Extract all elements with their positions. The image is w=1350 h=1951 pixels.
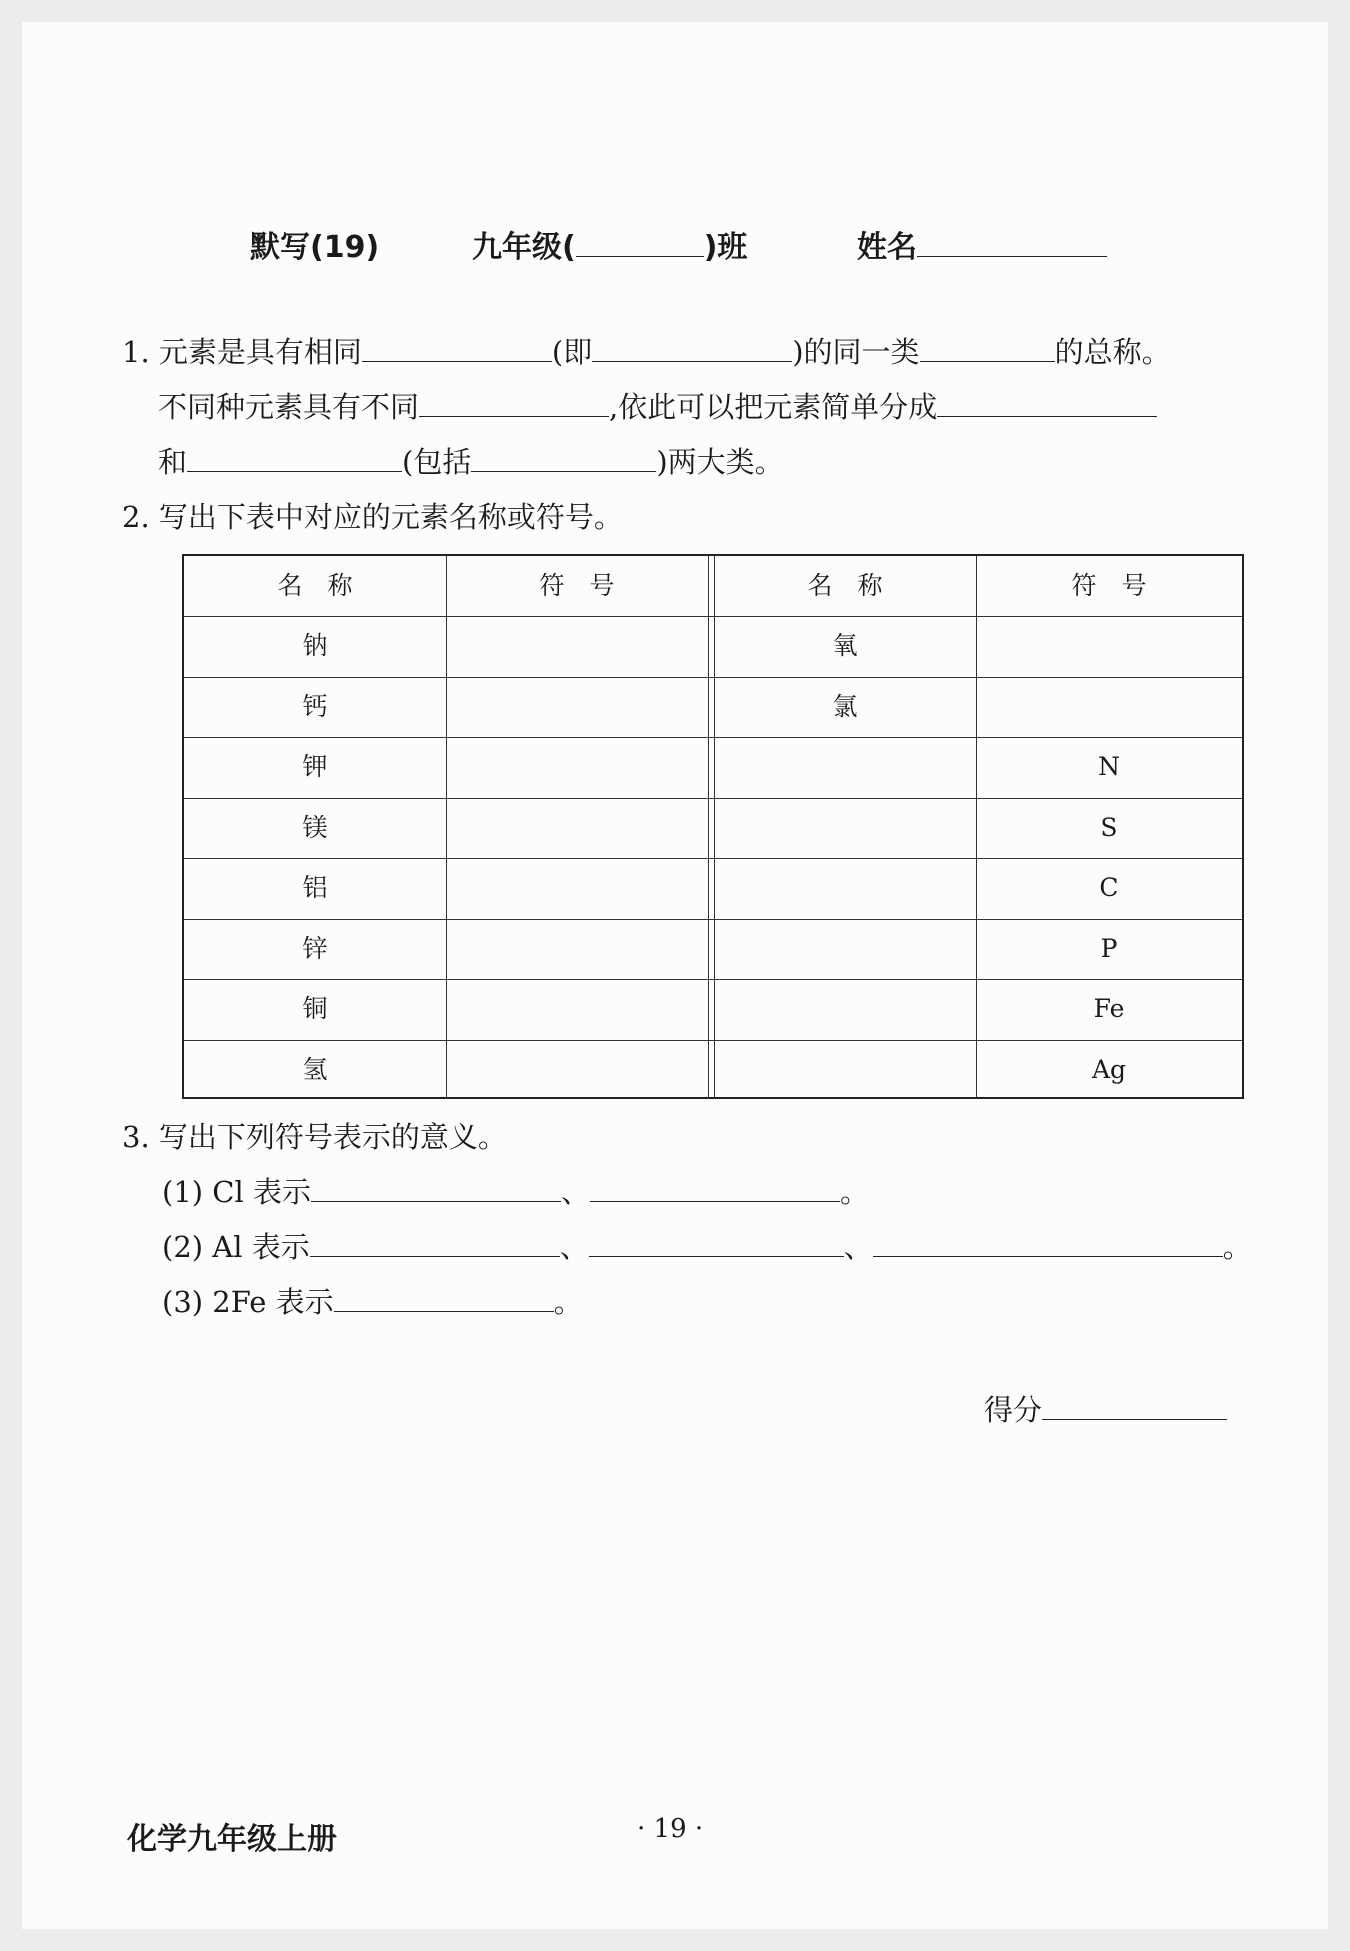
element-symbol-cell: P <box>1100 933 1118 963</box>
q3-part1-blank-2[interactable] <box>590 1172 840 1202</box>
element-name-cell[interactable] <box>714 919 976 979</box>
table-column-divider <box>708 556 709 1097</box>
element-symbol-cell[interactable] <box>446 677 708 737</box>
table-header-cell: 符 号 <box>1071 571 1147 600</box>
name-blank[interactable] <box>917 226 1107 257</box>
element-name-cell: 钙 <box>302 691 328 721</box>
element-name-cell[interactable] <box>714 858 976 918</box>
element-symbol-cell[interactable] <box>446 798 708 858</box>
q1-line2 <box>158 387 1157 427</box>
element-name-cell[interactable] <box>714 737 976 797</box>
element-name-cell: 铝 <box>302 873 328 902</box>
q1-text-g: 和 <box>158 445 188 479</box>
class-blank[interactable] <box>576 226 704 257</box>
element-name-cell: 铜 <box>302 994 328 1023</box>
element-name-cell: 锌 <box>302 933 328 963</box>
q2-number: 2. <box>122 500 150 534</box>
q1-blank-7[interactable] <box>471 442 656 472</box>
q1-text-h: (包括 <box>402 445 472 479</box>
q3-part2-blank-1[interactable] <box>310 1227 560 1257</box>
name-label: 姓名 <box>857 230 917 265</box>
name-field <box>857 222 1107 266</box>
q3-part3 <box>162 1282 583 1322</box>
element-symbol-cell: Ag <box>1091 1054 1127 1084</box>
q3-part2-blank-2[interactable] <box>589 1227 844 1257</box>
q1-text-a: 元素是具有相同 <box>158 335 362 369</box>
book-title: 化学九年级上册 <box>127 1822 337 1857</box>
period: 。 <box>1222 1230 1252 1264</box>
q1-blank-5[interactable] <box>937 387 1157 417</box>
element-symbol-cell[interactable] <box>446 737 708 797</box>
q3-part1-blank-1[interactable] <box>311 1172 561 1202</box>
score-label: 得分 <box>984 1393 1043 1427</box>
element-symbol-cell[interactable] <box>976 616 1242 676</box>
q2-prompt <box>122 497 623 537</box>
q1-blank-3[interactable] <box>920 332 1055 362</box>
q1-blank-6[interactable] <box>187 442 402 472</box>
element-symbol-cell[interactable] <box>446 858 708 918</box>
element-symbol-cell: C <box>1099 873 1119 902</box>
q3-part1-label: (1) Cl 表示 <box>162 1175 311 1209</box>
q3-part3-blank[interactable] <box>334 1282 554 1312</box>
table-header-cell: 名 称 <box>277 571 353 600</box>
score-blank[interactable] <box>1042 1390 1227 1420</box>
q3-part3-label: (3) 2Fe 表示 <box>162 1285 334 1319</box>
separator: 、 <box>560 1175 590 1209</box>
separator: 、 <box>559 1230 589 1264</box>
element-name-cell: 氧 <box>832 631 858 660</box>
page-number: · 19 · <box>637 1814 704 1844</box>
period: 。 <box>840 1175 870 1209</box>
element-symbol-cell: N <box>1098 752 1120 781</box>
element-name-cell: 氢 <box>302 1054 328 1084</box>
q1-text-c: )的同一类 <box>792 335 920 369</box>
q3-number: 3. <box>122 1120 150 1154</box>
q1-text-f: ,依此可以把元素简单分成 <box>609 390 938 424</box>
q3-part2-label: (2) Al 表示 <box>162 1230 310 1264</box>
table-header-cell: 符 号 <box>539 571 615 600</box>
worksheet-page <box>22 22 1328 1929</box>
element-name-cell: 钾 <box>302 752 328 781</box>
element-symbol-cell: S <box>1100 812 1118 842</box>
q1-text-i: )两大类。 <box>656 445 784 479</box>
element-name-cell: 钠 <box>302 631 328 660</box>
element-symbol-cell: Fe <box>1093 994 1125 1023</box>
element-table <box>182 554 1244 1099</box>
element-name-cell[interactable] <box>714 798 976 858</box>
period: 。 <box>553 1285 583 1319</box>
q3-part1 <box>162 1172 869 1212</box>
q1-blank-2[interactable] <box>592 332 792 362</box>
separator: 、 <box>843 1230 873 1264</box>
q1-text-e: 不同种元素具有不同 <box>158 390 420 424</box>
element-symbol-cell[interactable] <box>446 919 708 979</box>
q1-text-d: 的总称。 <box>1054 335 1171 369</box>
element-name-cell[interactable] <box>714 979 976 1039</box>
table-header-cell: 名 称 <box>807 571 883 600</box>
q1-number: 1. <box>122 335 150 369</box>
q3-text: 写出下列符号表示的意义。 <box>158 1120 507 1154</box>
q3-part2 <box>162 1227 1252 1267</box>
score-field <box>984 1390 1227 1430</box>
grade-class-field <box>472 222 747 266</box>
q1-blank-1[interactable] <box>362 332 552 362</box>
element-name-cell: 氯 <box>832 691 858 721</box>
worksheet-title: 默写(19) <box>250 230 380 265</box>
q3-prompt <box>122 1117 507 1157</box>
element-symbol-cell[interactable] <box>446 1040 708 1100</box>
q2-text: 写出下表中对应的元素名称或符号。 <box>158 500 623 534</box>
q1-line3 <box>158 442 784 482</box>
grade-suffix: )班 <box>703 230 748 265</box>
element-name-cell[interactable] <box>714 1040 976 1100</box>
element-symbol-cell[interactable] <box>446 979 708 1039</box>
q3-part2-blank-3[interactable] <box>873 1227 1223 1257</box>
element-symbol-cell[interactable] <box>976 677 1242 737</box>
q1-blank-4[interactable] <box>419 387 609 417</box>
q1-line1 <box>122 332 1171 372</box>
element-name-cell: 镁 <box>302 812 328 842</box>
element-symbol-cell[interactable] <box>446 616 708 676</box>
grade-prefix: 九年级( <box>472 230 576 265</box>
q1-text-b: (即 <box>551 335 593 369</box>
